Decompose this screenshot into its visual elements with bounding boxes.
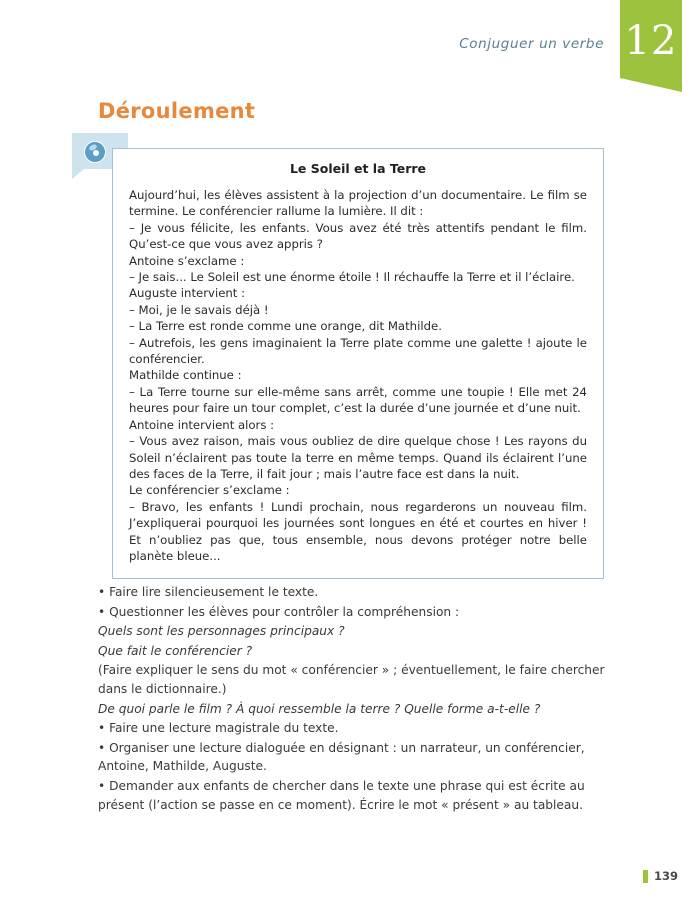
section-title: Déroulement [98, 99, 256, 123]
instruction-line: Quels sont les personnages principaux ? [98, 624, 345, 639]
instruction-line: • Faire une lecture magistrale du texte. [98, 721, 339, 736]
textbox-paragraph: Antoine s’exclame : [129, 253, 245, 268]
instruction-line: • Demander aux enfants de chercher dans le texte une phrase qui est écrite au présent (l’action se passe en ce moment). Écrire le mot « présent » au tableau. [98, 778, 585, 812]
chapter-tab [620, 0, 682, 92]
page-footer [643, 869, 678, 883]
reading-textbox [112, 148, 604, 579]
textbox-paragraph: Aujourd’hui, les élèves assistent à la projection d’un documentaire. Le film se termine. Le conférencier rallume la lumière. Il dit : [129, 188, 587, 219]
running-title: Conjuguer un verbe [459, 36, 604, 52]
instruction-line: Que fait le conférencier ? [98, 643, 253, 658]
textbox-body [129, 187, 587, 564]
instruction-line: (Faire expliquer le sens du mot « conférencier » ; éventuellement, le faire chercher dans le dictionnaire.) [98, 663, 605, 696]
cd-audio-icon [84, 141, 106, 163]
textbox-paragraph: – Bravo, les enfants ! Lundi prochain, nous regarderons un nouveau film. J’expliquerai pourquoi les journées sont longues en été et courtes en hiver ! Et n’oubliez pas que, tous ensemble, nous devons protéger notre belle planète bleue... [129, 499, 587, 563]
textbox-paragraph: – Vous avez raison, mais vous oubliez de dire quelque chose ! Les rayons du Soleil n’éclairent pas toute la terre en même temps. Quand ils éclairent l’une des faces de la Terre, il fait jour ; mais l’autre face est dans la nuit. [129, 434, 587, 481]
textbox-paragraph: Auguste intervient : [129, 286, 246, 301]
page-number: 139 [653, 869, 678, 883]
textbox-paragraph: – La Terre est ronde comme une orange, dit Mathilde. [129, 319, 442, 334]
page-header [0, 0, 700, 96]
chapter-number: 12 [624, 18, 678, 64]
instruction-line: • Faire lire silencieusement le texte. [98, 585, 319, 599]
textbox-paragraph: – Je sais... Le Soleil est une énorme étoile ! Il réchauffe la Terre et il l’éclaire. [129, 270, 575, 285]
textbox-paragraph: Antoine intervient alors : [129, 417, 275, 432]
footer-bar [643, 870, 648, 883]
instruction-line: De quoi parle le film ? À quoi ressemble la terre ? Quelle forme a-t-elle ? [98, 701, 541, 716]
tab-notch [620, 78, 682, 92]
textbox-paragraph: Mathilde continue : [129, 368, 242, 383]
flag-tail [72, 169, 84, 179]
cd-gleam [88, 143, 97, 151]
textbox-paragraph: Le conférencier s’exclame : [129, 483, 290, 498]
textbox-paragraph: – La Terre tourne sur elle-même sans arrêt, comme une toupie ! Elle met 24 heures pour faire un tour complet, c’est la durée d’une journée et d’une nuit. [129, 384, 587, 416]
textbox-paragraph: – Moi, je le savais déjà ! [129, 302, 269, 317]
textbox-paragraph: – Je vous félicite, les enfants. Vous avez été très attentifs pendant le film. Qu’est-ce que vous avez appris ? [129, 220, 587, 252]
textbox-paragraph: – Autrefois, les gens imaginaient la Terre plate comme une galette ! ajoute le conférencier. [129, 335, 587, 367]
instruction-line: • Organiser une lecture dialoguée en désignant : un narrateur, un conférencier, Antoine, Mathilde, Auguste. [98, 740, 585, 774]
instruction-list [98, 583, 606, 815]
instruction-line: • Questionner les élèves pour contrôler la compréhension : [98, 604, 460, 619]
textbox-title: Le Soleil et la Terre [289, 161, 427, 176]
